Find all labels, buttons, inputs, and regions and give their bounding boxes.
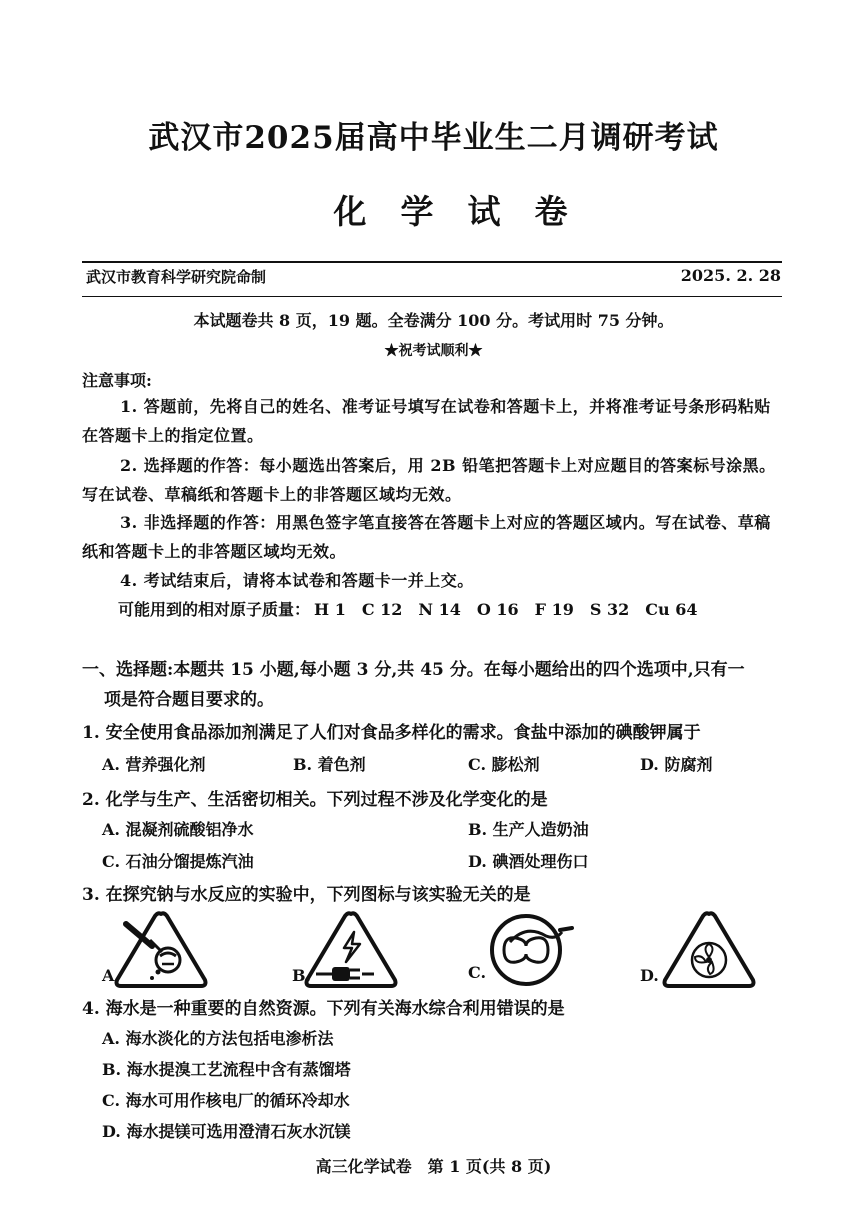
section-1-line-2: 项是符合题目要求的。 [104,690,274,710]
q3-option-d: D. [640,966,659,985]
atomic-mass-o: O 16 [476,600,519,619]
question-2-stem: 2. 化学与生产、生活密切相关。下列过程不涉及化学变化的是 [82,790,548,810]
sharp-object-warning-icon [112,910,210,994]
notice-title: 注意事项: [82,371,152,390]
header-divider-bottom [82,296,782,297]
exam-summary: 本试题卷共 8 页，19 题。全卷满分 100 分。考试用时 75 分钟。 [193,311,674,330]
q4-option-d: D. 海水提镁可选用澄清石灰水沉镁 [102,1122,351,1141]
q2-option-d: D. 碘酒处理伤口 [468,852,589,871]
question-3-stem: 3. 在探究钠与水反应的实验中，下列图标与该实验无关的是 [82,885,531,905]
q3-option-b: B. [292,966,312,985]
page-footer: 高三化学试卷 第 1 页(共 8 页) [315,1157,552,1176]
q2-option-a: A. 混凝剂硫酸铝净水 [102,820,254,839]
organizer: 武汉市教育科学研究院命制 [86,268,267,286]
notice-item-1: 1. 答题前，先将自己的姓名、准考证号填写在试卷和答题卡上，并将准考证号条形码粘贴在答题卡上的指定位置。 [82,397,771,445]
atomic-mass-cu: Cu 64 [645,600,698,619]
atomic-mass-n: N 14 [418,600,461,619]
section-1-heading [82,655,786,715]
q4-option-b: B. 海水提溴工艺流程中含有蒸馏塔 [102,1060,351,1079]
atomic-masses [118,595,713,624]
notice-item-4: 4. 考试结束后，请将本试卷和答题卡一并上交。 [120,571,474,590]
q2-option-b: B. 生产人造奶油 [468,820,589,839]
notice-item-3: 3. 非选择题的作答：用黑色签字笔直接答在答题卡上对应的答题区域内。写在试卷、草稿纸和答题卡上的非答题区域均无效。 [82,513,771,561]
section-1-line-1: 一、选择题:本题共 15 小题,每小题 3 分,共 45 分。在每小题给出的四个选项中,只有一 [82,660,745,680]
q4-option-a: A. 海水淡化的方法包括电渗析法 [102,1029,334,1048]
atomic-mass-s: S 32 [589,600,630,619]
q4-option-c: C. 海水可用作核电厂的循环冷却水 [102,1091,350,1110]
q2-option-c: C. 石油分馏提炼汽油 [102,852,254,871]
electrical-hazard-icon [302,910,400,994]
q1-option-c: C. 膨松剂 [468,755,540,774]
q1-option-b: B. 着色剂 [293,755,366,774]
q1-option-a: A. 营养强化剂 [102,755,206,774]
question-4-stem: 4. 海水是一种重要的自然资源。下列有关海水综合利用错误的是 [82,999,565,1019]
subject-title: 化学试卷 [333,192,602,231]
good-luck-line: ★祝考试顺利★ [384,343,483,359]
ventilation-fan-icon [660,910,758,994]
q1-option-d: D. 防腐剂 [640,755,713,774]
header-divider-top [82,261,782,263]
q3-option-c: C. [468,963,487,982]
atomic-mass-f: F 19 [534,600,574,619]
atomic-mass-h: H 1 [314,600,346,619]
atomic-masses-label: 可能用到的相对原子质量： [118,600,311,619]
atomic-mass-c: C 12 [361,600,403,619]
goggles-icon [486,910,578,994]
q3-option-a: A. [102,966,120,985]
exam-date: 2025. 2. 28 [680,266,781,285]
exam-title: 武汉市2025届高中毕业生二月调研考试 [148,120,719,156]
question-1-stem: 1. 安全使用食品添加剂满足了人们对食品多样化的需求。食盐中添加的碘酸钾属于 [82,723,701,743]
notice-item-2: 2. 选择题的作答：每小题选出答案后，用 2B 铅笔把答题卡上对应题目的答案标号涂黑。写在试卷、草稿纸和答题卡上的非答题区域均无效。 [82,456,776,504]
